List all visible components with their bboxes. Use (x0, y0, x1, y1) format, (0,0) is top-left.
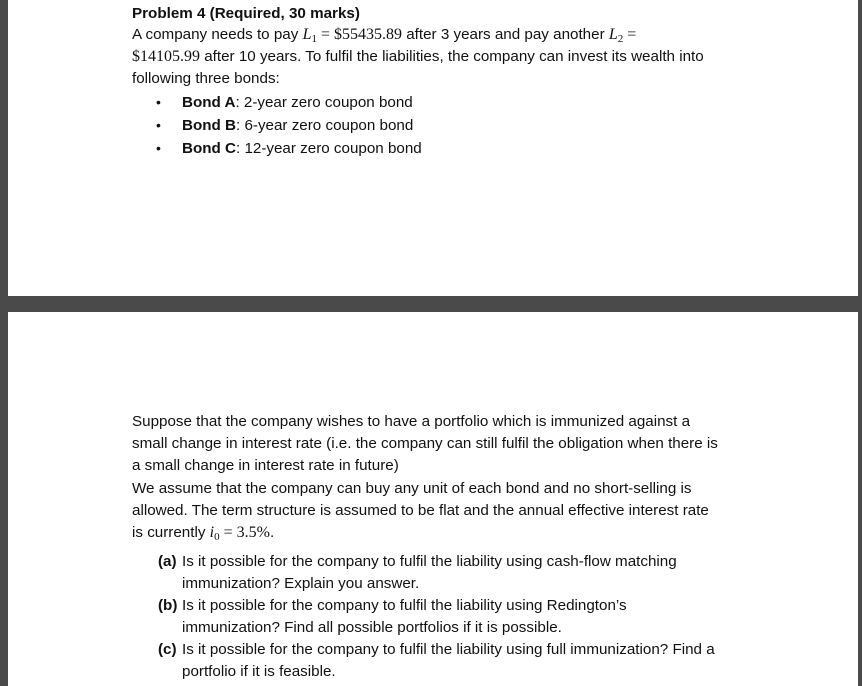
intro-text: A company needs to pay (132, 26, 303, 43)
intro-line-2 (132, 46, 704, 68)
intro-text: after 3 years and pay another (402, 26, 609, 43)
bond-name: Bond C (182, 140, 236, 157)
bullet-icon: • (156, 94, 161, 110)
problem-heading: Problem 4 (Required, 30 marks) (132, 5, 360, 22)
bond-name: Bond A (182, 94, 236, 111)
question-text: Is it possible for the company to fulfil the liability using full immunization? Find a (182, 641, 715, 658)
bullet-icon: • (156, 140, 161, 156)
paragraph-line: small change in interest rate (i.e. the company can still fulfil the obligation when there is (132, 435, 718, 452)
paragraph-line: is currently $i_0 = 3.5\%$. (132, 524, 275, 543)
bond-desc: : 2-year zero coupon bond (235, 94, 413, 111)
document-page-1 (8, 0, 858, 296)
question-label: (c) (158, 641, 177, 658)
paragraph-line: allowed. The term structure is assumed to be flat and the annual effective interest rate (132, 502, 709, 519)
question-text: immunization? Find all possible portfolios if it is possible. (182, 619, 562, 636)
liability-1-math: $L_1$ = $55435.89 (302, 26, 402, 45)
bond-desc: : 6-year zero coupon bond (236, 117, 414, 134)
question-label: (b) (158, 597, 178, 614)
interest-rate-math: $i_0 = 3.5\%$ (209, 524, 270, 543)
question-text: Is it possible for the company to fulfil the liability using Redington’s (182, 597, 627, 614)
intro-line-1 (132, 24, 636, 46)
question-label: (a) (158, 553, 177, 570)
bond-name: Bond B (182, 117, 236, 134)
intro-line-3: following three bonds: (132, 70, 280, 87)
question-text: immunization? Explain you answer. (182, 575, 420, 592)
paragraph-line: Suppose that the company wishes to have a portfolio which is immunized against a (132, 413, 691, 430)
document-page-2 (8, 312, 858, 686)
intro-text: after 10 years. To fulfil the liabilities, the company can invest its wealth into (200, 48, 704, 65)
question-text: Is it possible for the company to fulfil the liability using cash-flow matching (182, 553, 677, 570)
paragraph-line: We assume that the company can buy any unit of each bond and no short-selling is (132, 480, 692, 497)
paragraph-line: a small change in interest rate in future) (132, 457, 399, 474)
bond-item (156, 91, 413, 114)
bullet-icon: • (156, 117, 161, 133)
bond-item (156, 137, 422, 160)
bond-item (156, 114, 413, 137)
bond-desc: : 12-year zero coupon bond (236, 140, 422, 157)
question-text: portfolio if it is feasible. (182, 663, 336, 680)
liability-2-math: $L_2$ = (608, 26, 637, 45)
liability-2-amount: $14105.99 (132, 48, 200, 65)
